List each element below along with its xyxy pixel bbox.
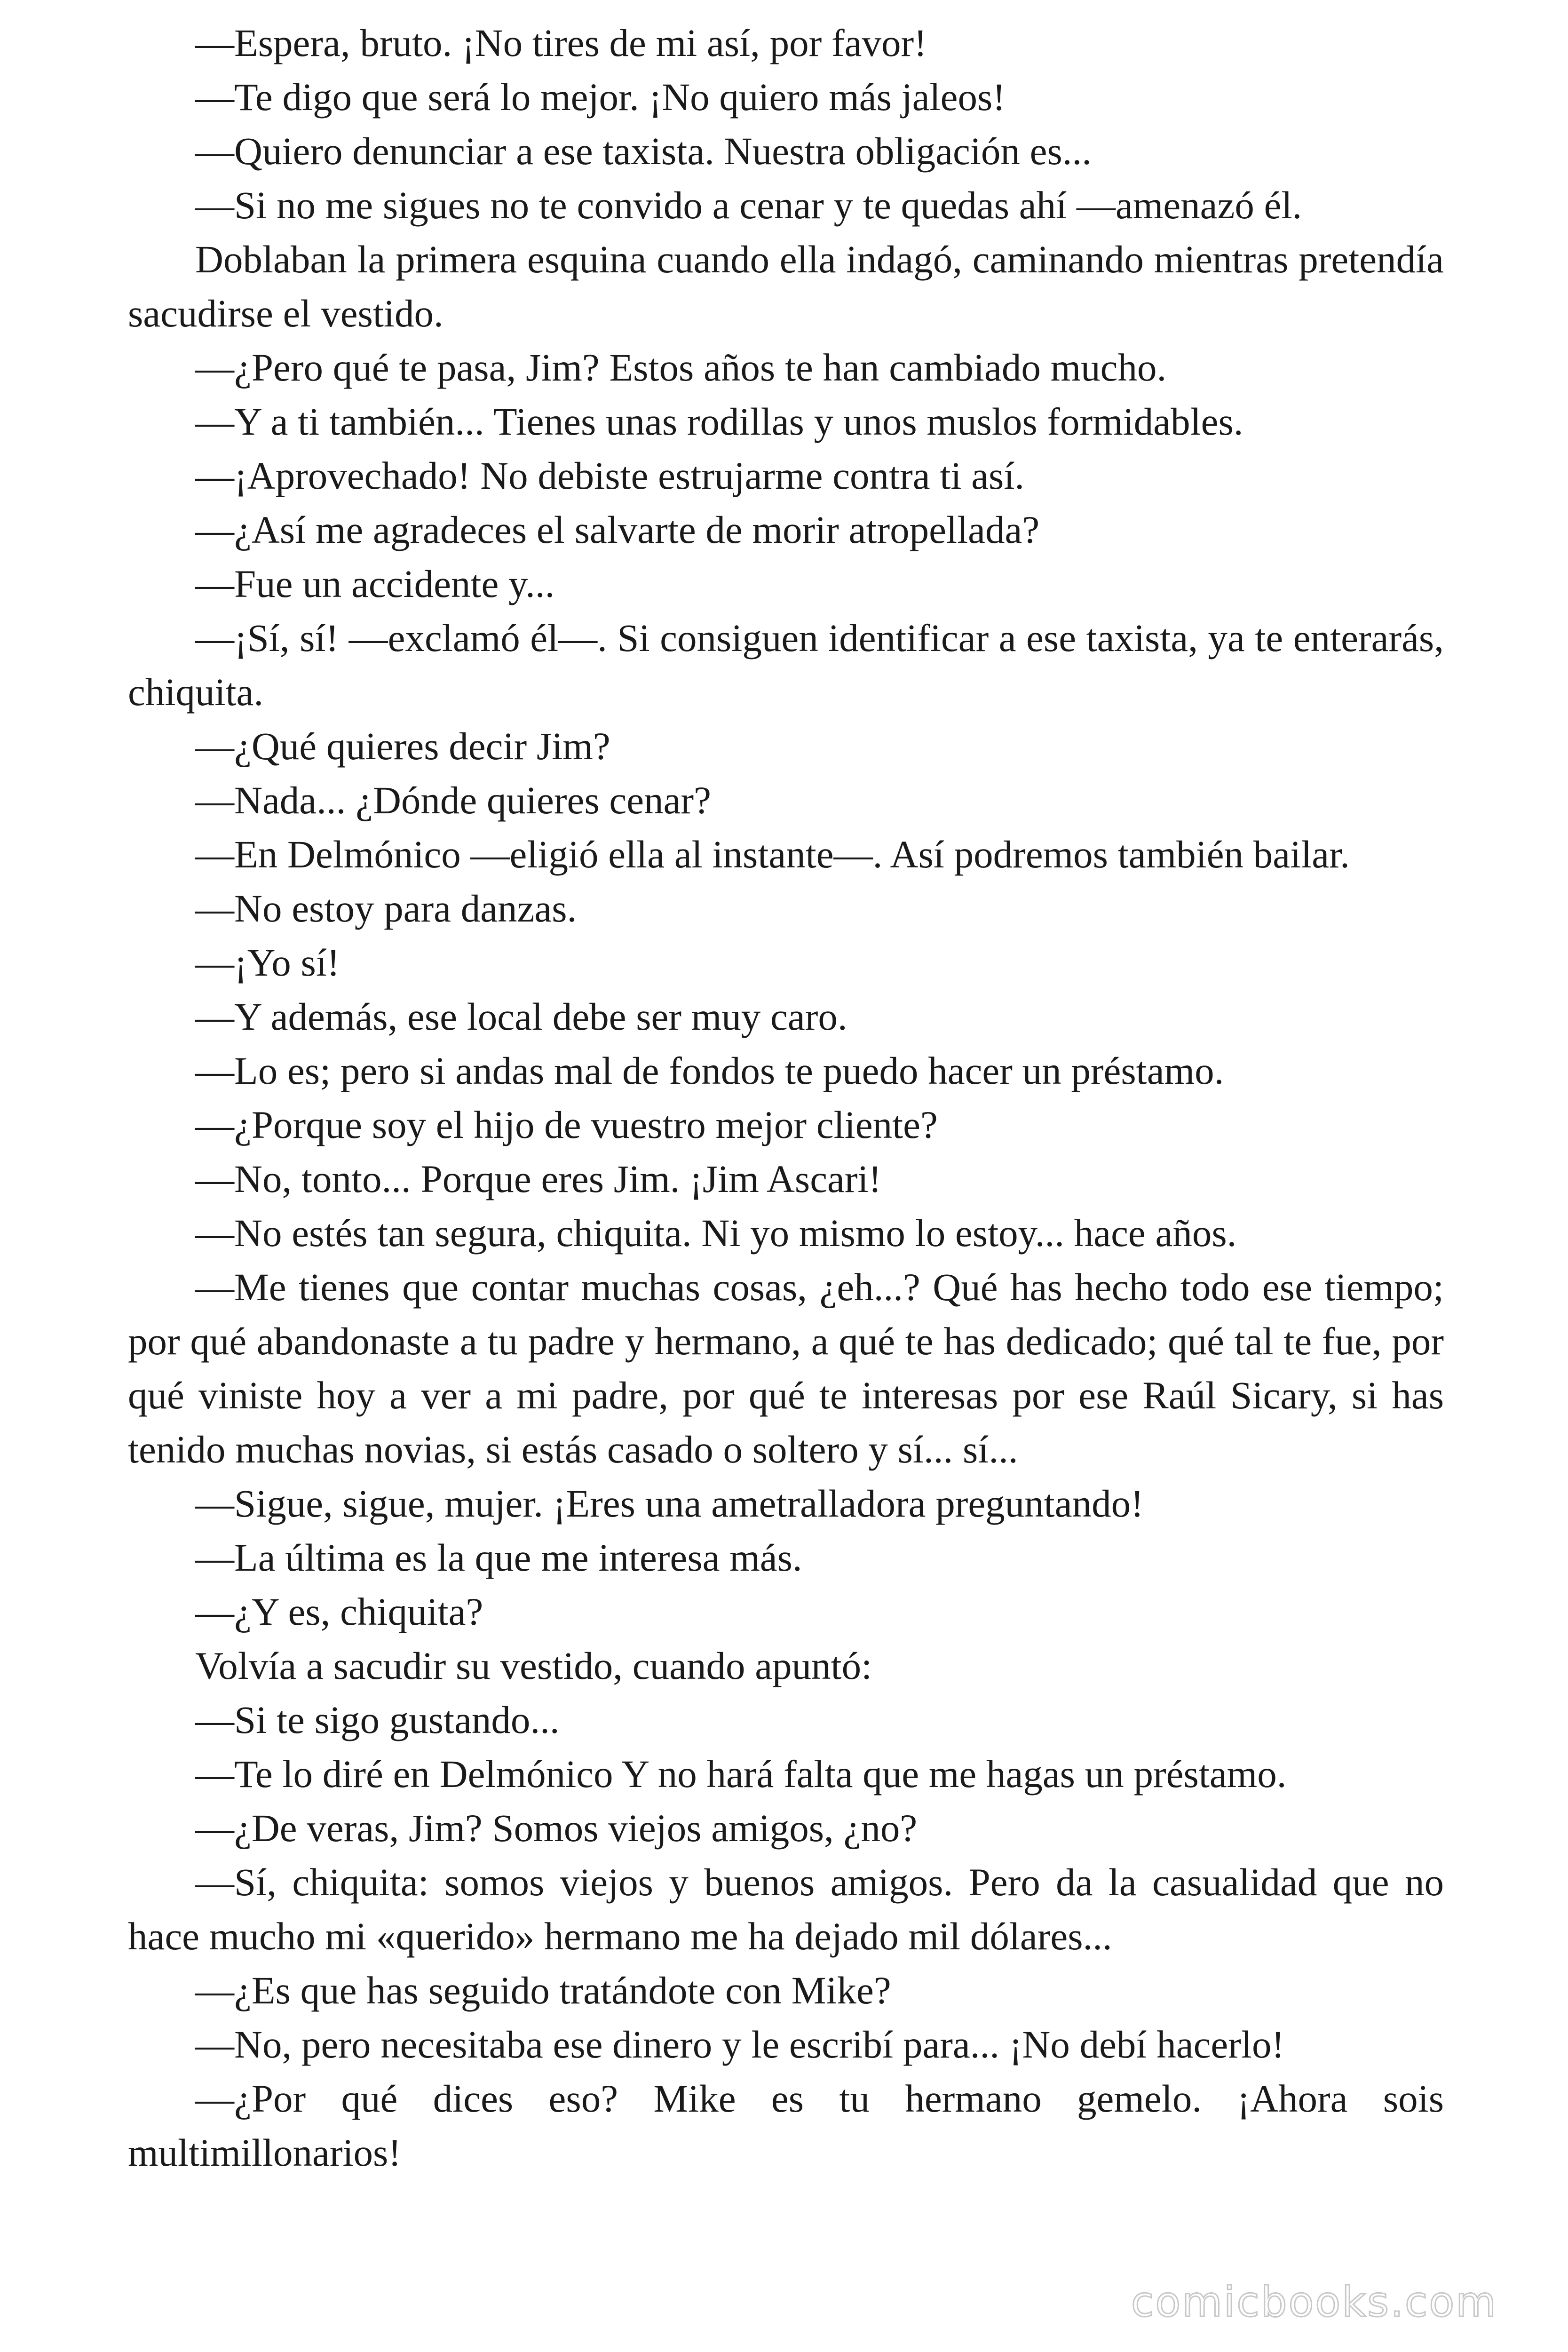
paragraph: —Sí, chiquita: somos viejos y buenos amigos. Pero da la casualidad que no hace mucho mi «querido» hermano me ha dejado mil dólares...: [128, 1860, 1444, 1958]
paragraph: —Fue un accidente y...: [195, 562, 555, 605]
paragraph: —¿Así me agradeces el salvarte de morir atropellada?: [195, 508, 1040, 551]
paragraph: —Te digo que será lo mejor. ¡No quiero más jaleos!: [195, 75, 1006, 119]
paragraph: —No estoy para danzas.: [195, 887, 577, 930]
paragraph: —Lo es; pero si andas mal de fondos te puedo hacer un préstamo.: [195, 1049, 1224, 1092]
paragraph: Volvía a sacudir su vestido, cuando apuntó:: [195, 1644, 872, 1687]
paragraph: —¿Es que has seguido tratándote con Mike?: [195, 1969, 891, 2012]
paragraph: —¡Sí, sí! —exclamó él—. Si consiguen identificar a ese taxista, ya te enterarás, chiquita.: [128, 616, 1444, 714]
paragraph: —Si te sigo gustando...: [195, 1698, 560, 1741]
paragraph: —Y a ti también... Tienes unas rodillas y unos muslos formidables.: [195, 400, 1243, 443]
page-text: [128, 16, 1444, 2180]
paragraph: —¿Pero qué te pasa, Jim? Estos años te han cambiado mucho.: [195, 346, 1167, 389]
paragraph: —Espera, bruto. ¡No tires de mi así, por favor!: [195, 21, 927, 64]
paragraph: —¿Y es, chiquita?: [195, 1590, 483, 1633]
paragraph: —Te lo diré en Delmónico Y no hará falta que me hagas un préstamo.: [195, 1752, 1287, 1796]
paragraph: —Si no me sigues no te convido a cenar y te quedas ahí —amenazó él.: [195, 183, 1302, 227]
paragraph: —¿De veras, Jim? Somos viejos amigos, ¿no?: [195, 1806, 918, 1850]
watermark: comicbooks.com: [1131, 2278, 1497, 2326]
paragraph: —En Delmónico —eligió ella al instante—. Así podremos también bailar.: [195, 833, 1350, 876]
paragraph: —¡Aprovechado! No debiste estrujarme contra ti así.: [195, 454, 1025, 497]
paragraph: —¿Porque soy el hijo de vuestro mejor cliente?: [195, 1103, 938, 1146]
paragraph: —Y además, ese local debe ser muy caro.: [195, 995, 847, 1038]
paragraph: —No, tonto... Porque eres Jim. ¡Jim Ascari!: [195, 1157, 882, 1200]
paragraph: —No, pero necesitaba ese dinero y le escribí para... ¡No debí hacerlo!: [195, 2023, 1285, 2066]
paragraph: —No estés tan segura, chiquita. Ni yo mismo lo estoy... hace años.: [195, 1211, 1237, 1255]
paragraph: —Me tienes que contar muchas cosas, ¿eh...? Qué has hecho todo ese tiempo; por qué abandonaste a tu padre y hermano, a qué te has dedicado; qué tal te fue, por qué viniste hoy a ver a mi padre, por qué te interesas por ese Raúl Sicary, si has tenido muchas novias, si estás casado o soltero y sí... sí...: [128, 1265, 1444, 1471]
paragraph: —¿Qué quieres decir Jim?: [195, 724, 610, 768]
paragraph: —¡Yo sí!: [195, 941, 340, 984]
paragraph: —Quiero denunciar a ese taxista. Nuestra obligación es...: [195, 129, 1092, 173]
paragraph: Doblaban la primera esquina cuando ella indagó, caminando mientras pretendía sacudirse el vestido.: [128, 238, 1444, 335]
paragraph: —La última es la que me interesa más.: [195, 1536, 802, 1579]
paragraph: —¿Por qué dices eso? Mike es tu hermano gemelo. ¡Ahora sois multimillonarios!: [128, 2077, 1444, 2174]
paragraph: —Nada... ¿Dónde quieres cenar?: [195, 779, 711, 822]
paragraph: —Sigue, sigue, mujer. ¡Eres una ametralladora preguntando!: [195, 1482, 1144, 1525]
